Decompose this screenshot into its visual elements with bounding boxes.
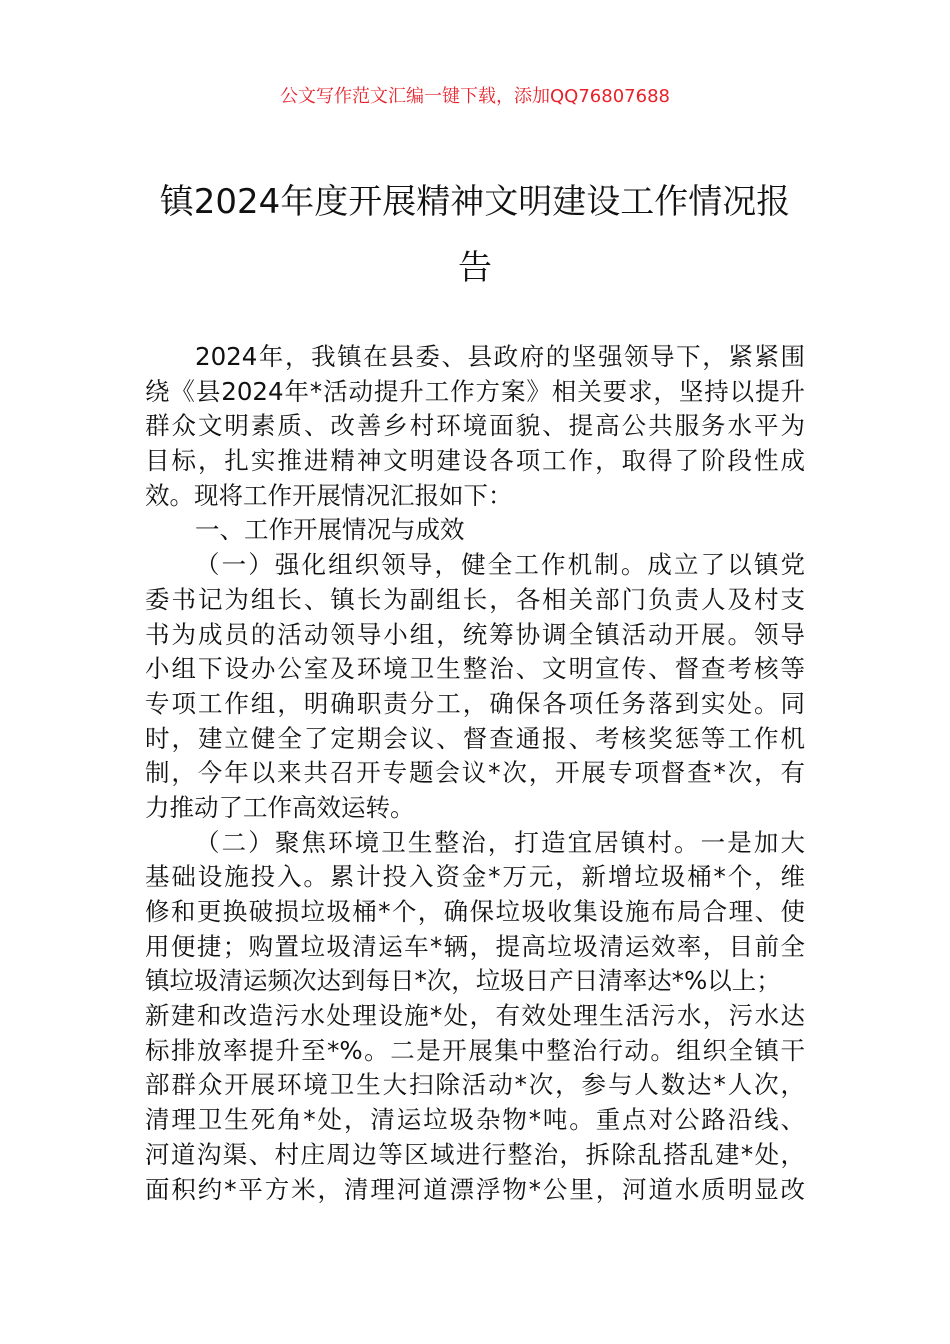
paragraph-line: 制，今年以来共召开专题会议*次，开展专项督查*次，有: [145, 758, 805, 788]
paragraph-line: 标排放率提升至*%。二是开展集中整治行动。组织全镇干: [145, 1035, 805, 1065]
paragraph-line: 目标，扎实推进精神文明建设各项工作，取得了阶段性成: [145, 446, 805, 476]
paragraph: [145, 340, 805, 513]
paragraph-line: 力推动了工作高效运转。: [145, 792, 415, 822]
paragraph-line: 用便捷；购置垃圾清运车*辆，提高垃圾清运效率，目前全: [145, 931, 805, 961]
download-banner: 公文写作范文汇编一键下载，添加QQ76807688: [280, 86, 670, 107]
paragraph-line: 面积约*平方米，清理河道漂浮物*公里，河道水质明显改: [145, 1174, 805, 1204]
paragraph-line: 群众文明素质、改善乡村环境面貌、提高公共服务水平为: [145, 411, 805, 441]
paragraph: [145, 513, 805, 548]
paragraph-line: 绕《县2024年*活动提升工作方案》相关要求，坚持以提升: [145, 376, 805, 406]
paragraph-line: 委书记为组长、镇长为副组长，各相关部门负责人及村支: [145, 584, 805, 614]
paragraph-line: 新建和改造污水处理设施*处，有效处理生活污水，污水达: [145, 1001, 805, 1031]
paragraph-line: 时，建立健全了定期会议、督查通报、考核奖惩等工作机: [145, 723, 805, 753]
paragraph: [145, 548, 805, 826]
paragraph-line: 基础设施投入。累计投入资金*万元，新增垃圾桶*个，维: [145, 862, 805, 892]
paragraph-line: 2024年，我镇在县委、县政府的坚强领导下，紧紧围: [195, 342, 805, 371]
paragraph-line: 镇垃圾清运频次达到每日*次，垃圾日产日清率达*%以上；: [145, 966, 781, 996]
document-body: [145, 340, 805, 1207]
paragraph-line: 部群众开展环境卫生大扫除活动*次，参与人数达*人次，: [145, 1070, 805, 1100]
paragraph-line: 专项工作组，明确职责分工，确保各项任务落到实处。同: [145, 688, 805, 718]
paragraph-line: 修和更换破损垃圾桶*个，确保垃圾收集设施布局合理、使: [145, 897, 805, 926]
paragraph-line: 书为成员的活动领导小组，统筹协调全镇活动开展。领导: [145, 619, 805, 649]
paragraph-line: 小组下设办公室及环境卫生整治、文明宣传、督查考核等: [145, 654, 805, 684]
document-title-line-1: 镇2024年度开展精神文明建设工作情况报: [159, 182, 791, 222]
paragraph: [145, 826, 805, 1208]
paragraph-line: （一）强化组织领导，健全工作机制。成立了以镇党: [195, 550, 805, 580]
paragraph-line: 一、工作开展情况与成效: [195, 515, 465, 545]
paragraph-line: 效。现将工作开展情况汇报如下：: [145, 480, 513, 510]
paragraph-line: 清理卫生死角*处，清运垃圾杂物*吨。重点对公路沿线、: [145, 1105, 805, 1135]
paragraph-line: 河道沟渠、村庄周边等区域进行整治，拆除乱搭乱建*处，: [145, 1139, 805, 1169]
document-title-line-2: 告: [458, 248, 492, 288]
paragraph-line: （二）聚焦环境卫生整治，打造宜居镇村。一是加大: [195, 827, 805, 857]
